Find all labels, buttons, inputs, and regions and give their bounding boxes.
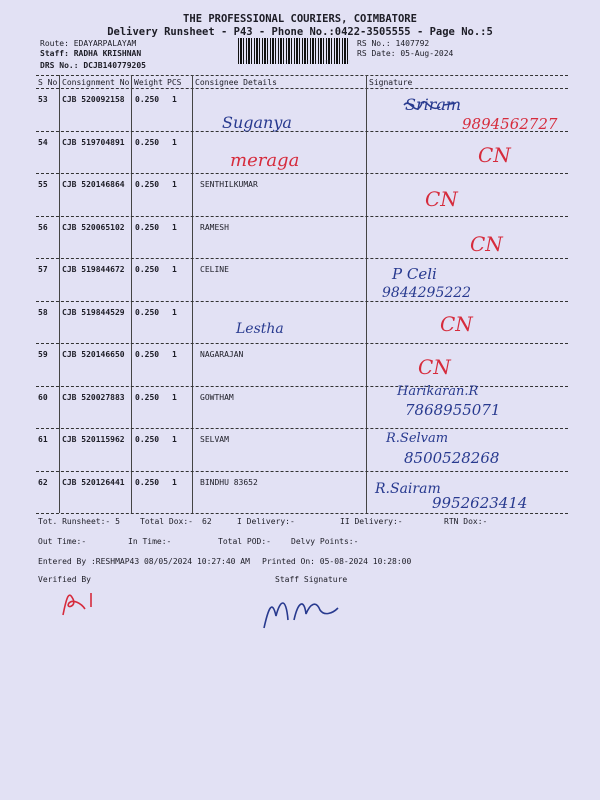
company-title: THE PROFESSIONAL COURIERS, COIMBATORE (183, 13, 417, 25)
out-time: Out Time:- (38, 537, 87, 546)
row-weight: 0.250 (135, 307, 160, 317)
row-consignee: BINDHU 83652 (200, 477, 258, 487)
col-header-weight: Weight (134, 78, 163, 87)
row-pcs: 1 (172, 392, 177, 402)
row-weight: 0.250 (135, 180, 160, 189)
rs-number: RS No.: 1407792 (357, 39, 430, 48)
sig-61: R.Selvam (386, 431, 449, 446)
row-pcs: 1 (172, 137, 177, 147)
i-delivery: I Delivery:- (237, 517, 295, 526)
row-sno: 53 (38, 95, 48, 104)
row-sno: 61 (38, 435, 48, 444)
row-weight: 0.250 (135, 137, 160, 147)
phone-60: 7868955071 (405, 401, 501, 419)
cn-mark-59: CN (418, 355, 451, 379)
tick-mark (400, 93, 460, 123)
col-header-consignment: Consignment No (62, 78, 130, 87)
row-consignment-no: CJB 519844672 (62, 265, 125, 274)
row-consignee: SELVAM (200, 435, 229, 444)
staff-signature (258, 590, 348, 635)
barcode (238, 38, 348, 64)
total-dox-label: Total Dox:- (140, 517, 193, 526)
row-divider (36, 173, 568, 174)
consignee-name-58: Lestha (236, 321, 284, 337)
row-consignment-no: CJB 520146864 (62, 180, 125, 189)
row-consignee: CELINE (200, 265, 229, 274)
row-weight: 0.250 (135, 350, 160, 359)
consignee-name-54: meraga (230, 150, 300, 171)
row-consignment-no: CJB 520115962 (62, 435, 125, 444)
row-consignment-no: CJB 520065102 (62, 222, 125, 232)
printed-on: Printed On: 05-08-2024 10:28:00 (262, 557, 412, 566)
sig-62: R.Sairam (375, 481, 441, 497)
row-divider (36, 343, 568, 344)
verifier-signature (55, 585, 145, 625)
row-pcs: 1 (172, 95, 177, 104)
phone-62: 9952623414 (432, 494, 528, 512)
table-top-rule (36, 75, 568, 76)
phone-61: 8500528268 (404, 449, 500, 467)
row-pcs: 1 (172, 180, 177, 189)
row-consignment-no: CJB 520027883 (62, 392, 125, 402)
col-header-sno: S No (38, 78, 58, 87)
row-divider (36, 216, 568, 217)
row-weight: 0.250 (135, 392, 160, 402)
row-consignment-no: CJB 520146650 (62, 350, 125, 359)
row-sno: 57 (38, 265, 48, 274)
delvy-points: Delvy Points:- (291, 537, 359, 546)
row-weight: 0.250 (135, 477, 160, 487)
row-consignee: RAMESH (200, 222, 229, 232)
col-divider (131, 75, 132, 513)
row-divider (36, 428, 568, 429)
route-label: Route: EDAYARPALAYAM (40, 39, 137, 48)
row-consignee: GOWTHAM (200, 392, 234, 402)
sig-60: Harikaran.R (397, 384, 479, 399)
row-consignee: SENTHILKUMAR (200, 180, 258, 189)
cn-mark-56: CN (470, 232, 503, 256)
cn-mark-55: CN (425, 187, 458, 211)
row-sno: 58 (38, 307, 48, 317)
col-header-consignee: Consignee Details (195, 78, 277, 87)
col-divider (366, 75, 367, 513)
drs-label: DRS No.: DCJB140779205 (40, 61, 146, 70)
row-consignee: NAGARAJAN (200, 350, 244, 359)
row-pcs: 1 (172, 435, 177, 444)
verified-by: Verified By (38, 575, 91, 584)
cn-mark-54: CN (478, 143, 511, 167)
row-consignment-no: CJB 519704891 (62, 137, 125, 147)
table-bottom-rule (36, 513, 568, 514)
row-divider (36, 386, 568, 387)
in-time: In Time:- (128, 537, 172, 546)
row-pcs: 1 (172, 265, 177, 274)
row-weight: 0.250 (135, 222, 160, 232)
row-weight: 0.250 (135, 435, 160, 444)
rtn-dox: RTN Dox:- (444, 517, 488, 526)
row-pcs: 1 (172, 350, 177, 359)
consignee-name-53: Suganya (222, 113, 292, 132)
staff-label: Staff: RADHA KRISHNAN (40, 49, 142, 58)
row-sno: 56 (38, 222, 48, 232)
runsheet-subtitle: Delivery Runsheet - P43 - Phone No.:0422-3505555 - Page No.:5 (107, 26, 493, 38)
sig-53: Sriram (405, 95, 462, 114)
row-divider (36, 258, 568, 259)
row-divider (36, 471, 568, 472)
col-header-signature: Signature (369, 78, 413, 87)
row-sno: 54 (38, 137, 48, 147)
col-header-pcs: PCS (167, 78, 182, 87)
total-pod: Total POD:- (218, 537, 271, 546)
rs-date: RS Date: 05-Aug-2024 (357, 49, 454, 58)
row-weight: 0.250 (135, 95, 160, 104)
col-divider (192, 75, 193, 513)
row-weight: 0.250 (135, 265, 160, 274)
entered-by: Entered By :RESHMAP43 08/05/2024 10:27:40 AM (38, 557, 250, 566)
row-consignment-no: CJB 520092158 (62, 95, 125, 104)
table-header-rule (36, 88, 568, 89)
ii-delivery: II Delivery:- (340, 517, 403, 526)
phone-53: 9894562727 (462, 115, 558, 133)
row-pcs: 1 (172, 222, 177, 232)
row-pcs: 1 (172, 307, 177, 317)
row-sno: 55 (38, 180, 48, 189)
row-consignment-no: CJB 519844529 (62, 307, 125, 317)
tot-runsheet: Tot. Runsheet:- 5 (38, 517, 120, 526)
row-sno: 59 (38, 350, 48, 359)
row-consignment-no: CJB 520126441 (62, 477, 125, 487)
sig-57: P Celi (392, 265, 437, 283)
staff-signature-label: Staff Signature (275, 575, 348, 584)
row-divider (36, 301, 568, 302)
row-sno: 62 (38, 477, 48, 487)
total-dox-value: 62 (202, 517, 212, 526)
col-divider (59, 75, 60, 513)
row-pcs: 1 (172, 477, 177, 487)
row-sno: 60 (38, 392, 48, 402)
phone-57: 9844295222 (382, 285, 472, 301)
cn-mark-58: CN (440, 312, 473, 336)
